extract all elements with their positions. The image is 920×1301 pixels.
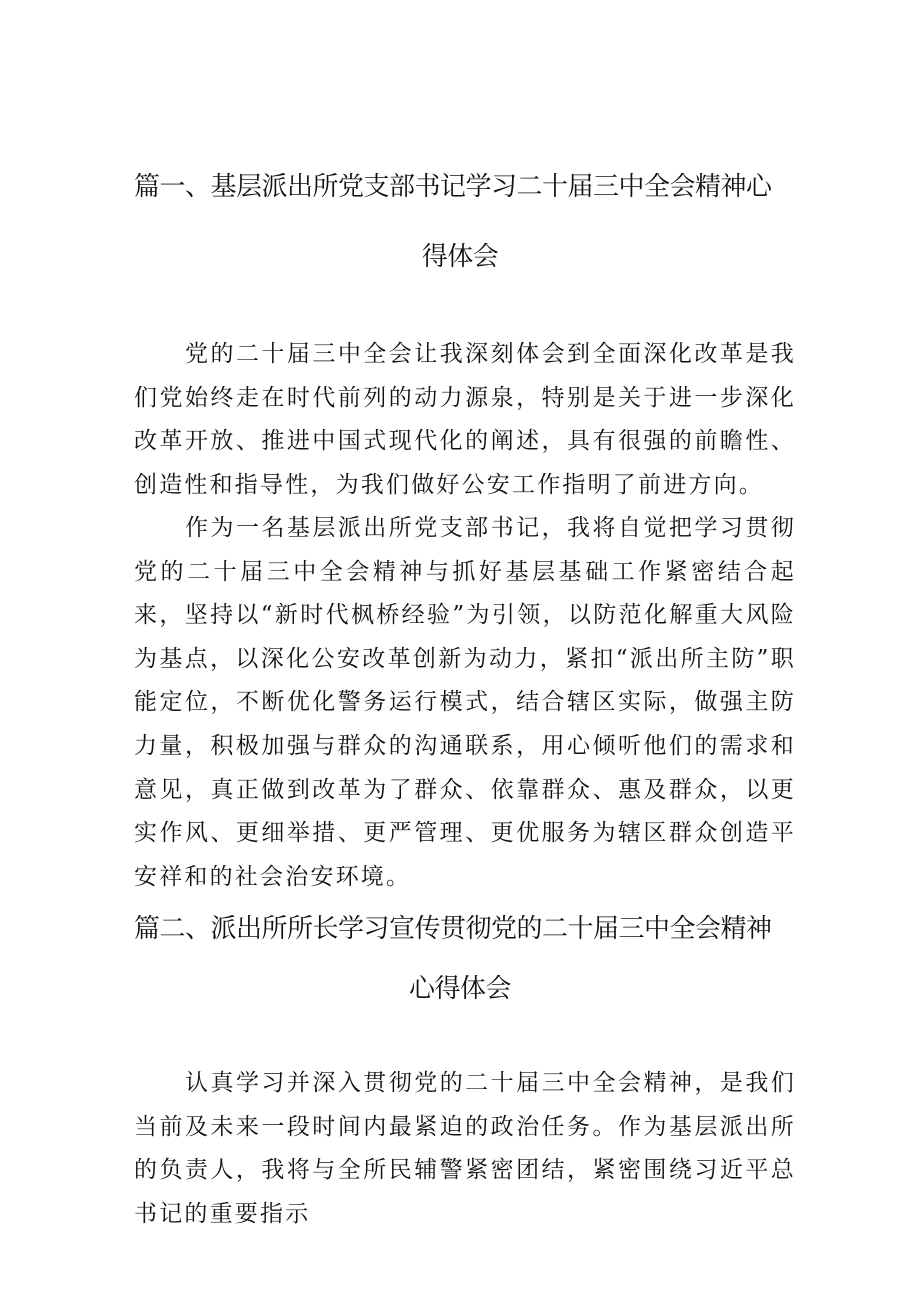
section1-paragraph-1: 党的二十届三中全会让我深刻体会到全面深化改革是我们党始终走在时代前列的动力源泉，特别是关于进一步深化改革开放、推进中国式现代化的阐述，具有很强的前瞻性、创造性和指导性，为我们做好公安工作指明了前进方向。 xyxy=(134,341,796,498)
section1-title-line1: 篇一、基层派出所党支部书记学习二十届三中全会精神心 xyxy=(134,172,772,202)
section2-paragraph-1: 认真学习并深入贯彻党的二十届三中全会精神，是我们当前及未来一段时间内最紧迫的政治任务。作为基层派出所的负责人，我将与全所民辅警紧密团结，紧密围绕习近平总书记的重要指示 xyxy=(134,1070,796,1227)
section2-title-line2: 心得体会 xyxy=(408,974,511,1004)
section2-title-line1: 篇二、派出所所长学习宣传贯彻党的二十届三中全会精神 xyxy=(134,914,772,944)
section1-title-line2: 得体会 xyxy=(421,242,499,272)
section1-paragraph-2: 作为一名基层派出所党支部书记，我将自觉把学习贯彻党的二十届三中全会精神与抓好基层基础工作紧密结合起来，坚持以“新时代枫桥经验”为引领，以防范化解重大风险为基点，以深化公安改革创新为动力，紧扣“派出所主防”职能定位，不断优化警务运行模式，结合辖区实际，做强主防力量，积极加强与群众的沟通联系，用心倾听他们的需求和意见，真正做到改革为了群众、依靠群众、惠及群众，以更实作风、更细举措、更严管理、更优服务为辖区群众创造平安祥和的社会治安环境。 xyxy=(134,515,796,890)
